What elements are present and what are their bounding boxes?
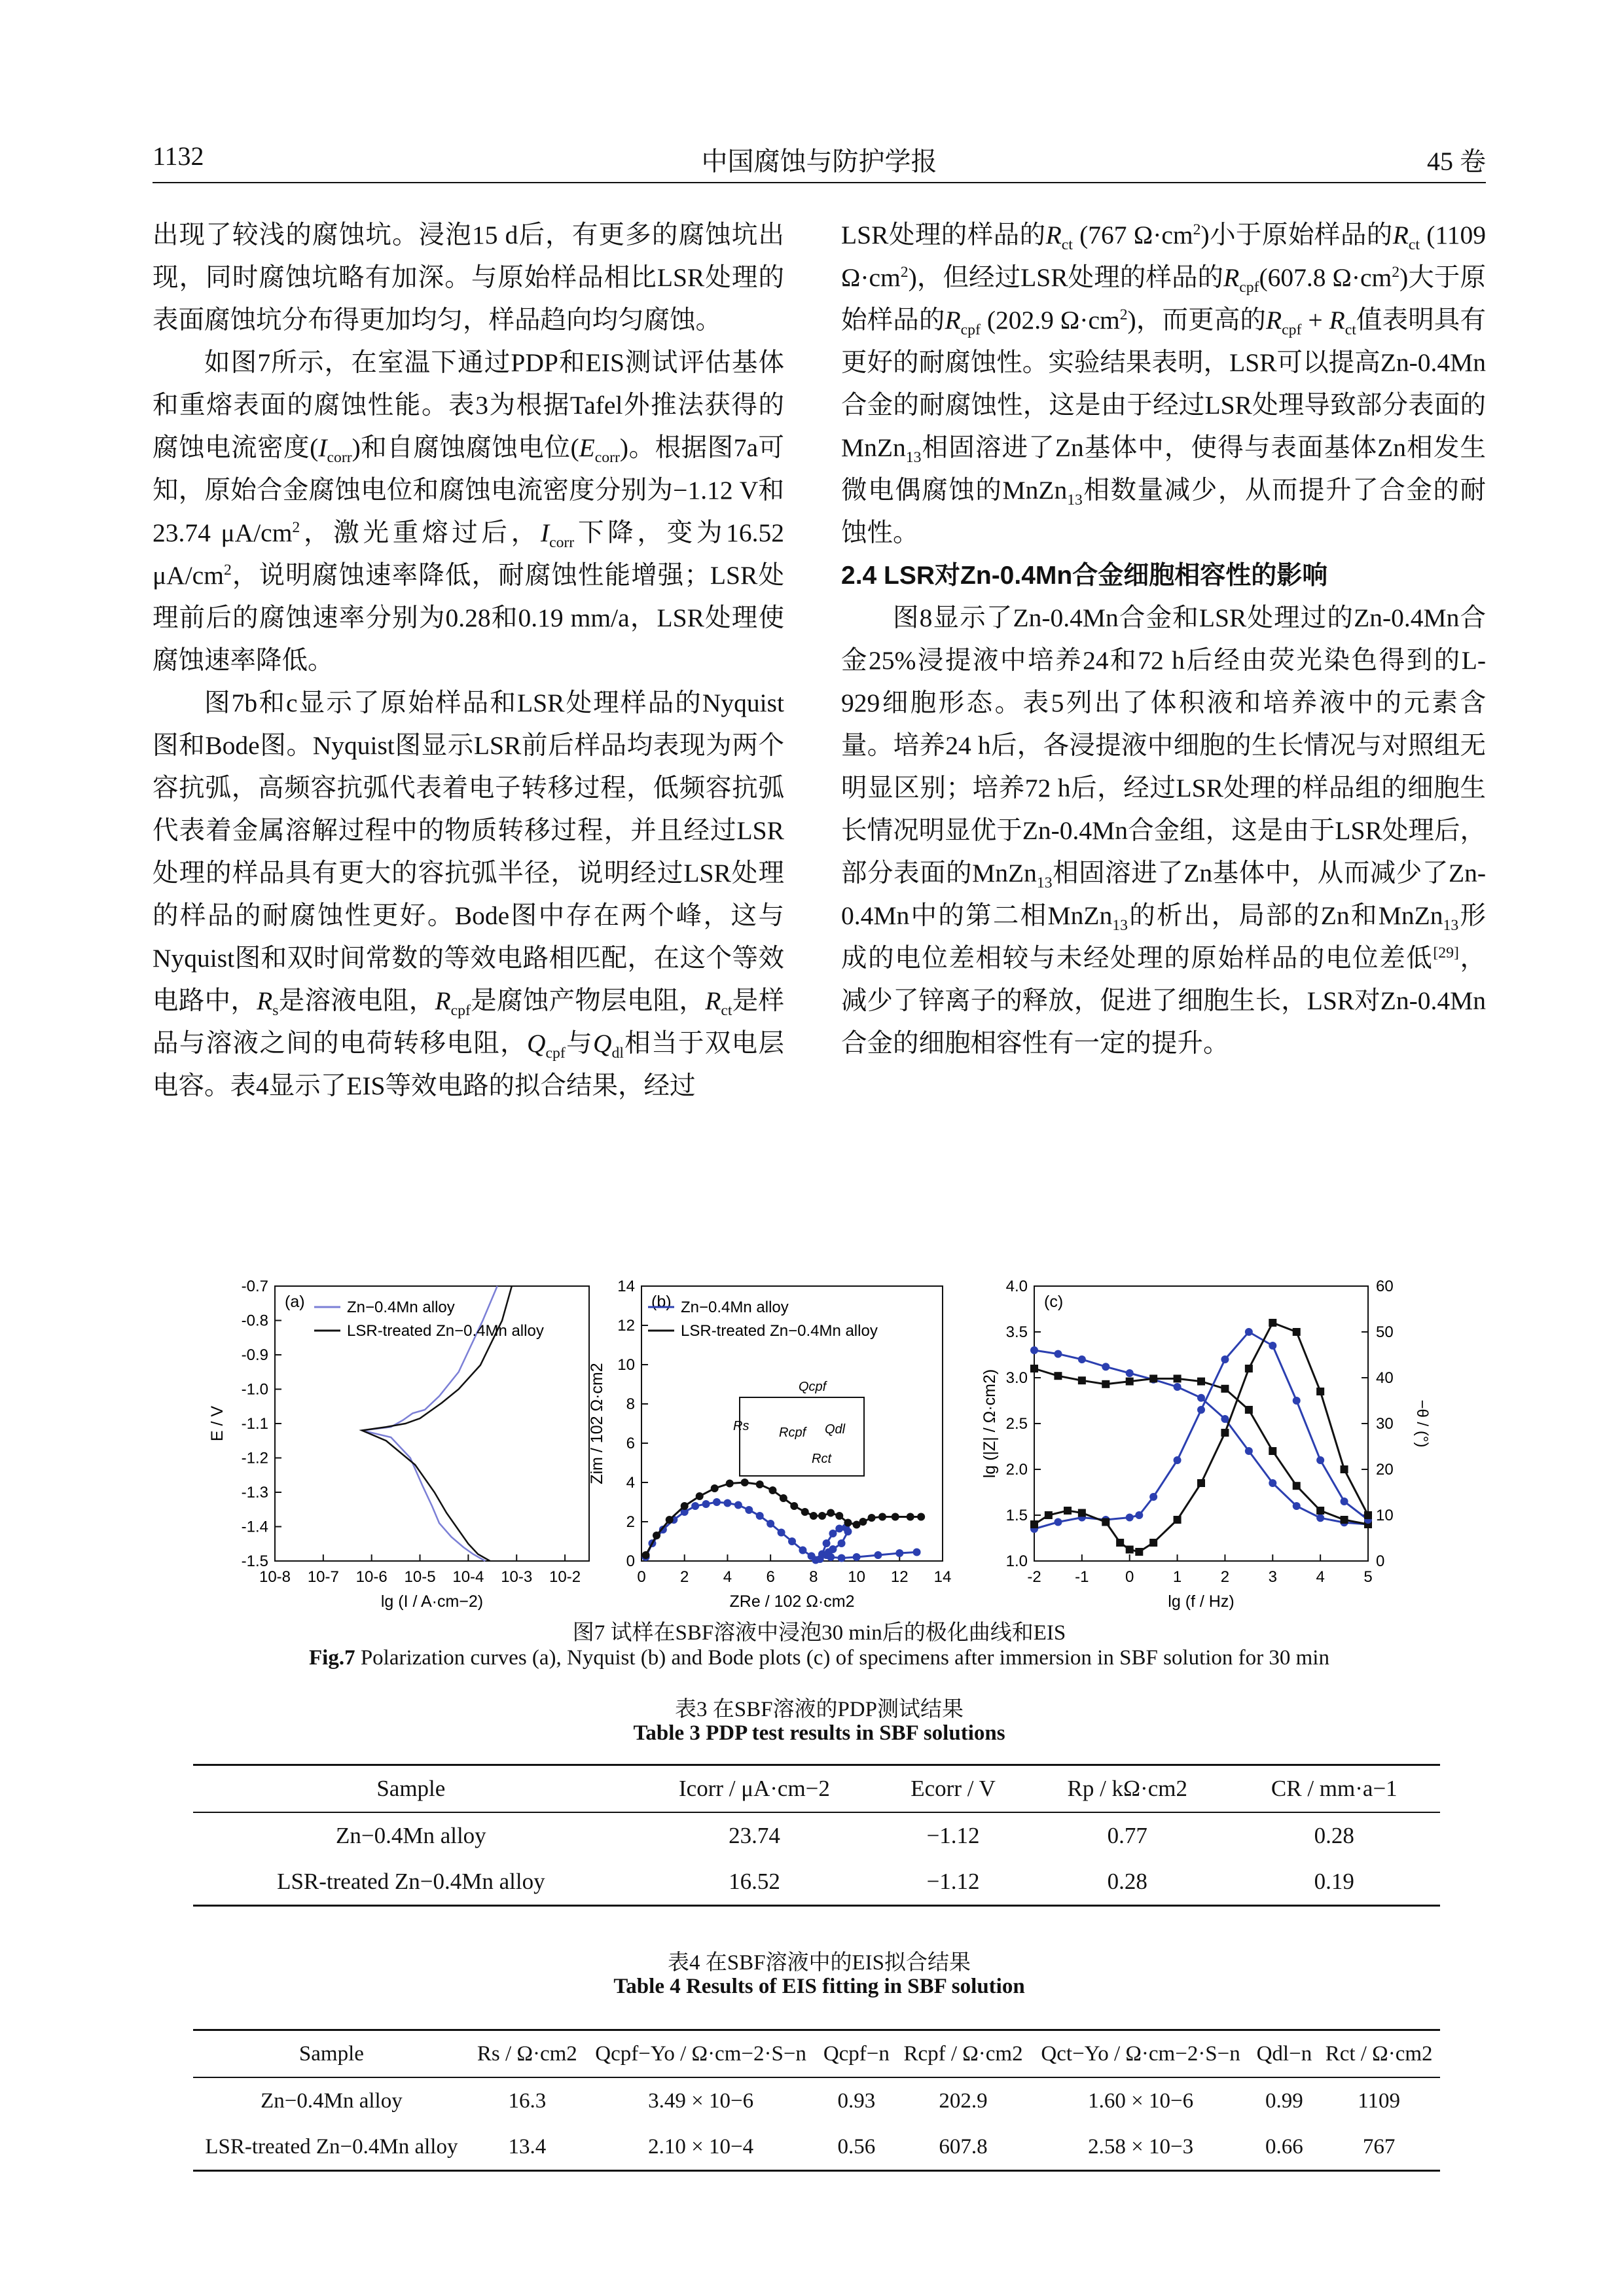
data-point xyxy=(1102,1363,1110,1371)
page-number: 1132 xyxy=(153,141,204,171)
table-header-cell: Qdl−n xyxy=(1256,2041,1312,2066)
table-header-cell: Ecorr / V xyxy=(911,1776,996,1801)
y-tick-label: -1.5 xyxy=(241,1552,268,1570)
table-cell: 0.19 xyxy=(1314,1869,1354,1894)
series-line xyxy=(1034,1350,1368,1524)
x-tick-label: 10-8 xyxy=(259,1568,291,1586)
data-point xyxy=(1078,1376,1086,1384)
paragraph: 出现了较浅的腐蚀坑。浸泡15 d后，有更多的腐蚀坑出现，同时腐蚀坑略有加深。与原始样品相比LSR处理的表面腐蚀坑分布得更加均匀，样品趋向均匀腐蚀。 xyxy=(153,221,784,334)
paragraph: 图7b和c显示了原始样品和LSR处理样品的Nyquist图和Bode图。Nyquist图显示LSR前后样品均表现为两个容抗弧，高频容抗弧代表着电子转移过程，低频容抗弧代表着金属溶解过程中的物质转移过程，并且经过LSR处理的样品具有更大的容抗弧半径，说明经过LSR处理的样品的耐腐蚀性更好。Bode图中存在两个峰，这与Nyquist图和双时间常数的等效电路相匹配，在这个等效电路中，$R_s$是溶液电阻，$R_{cpf}$是腐蚀产物层电阻，$R_{ct}$是样品与溶液之间的电荷转移电阻，$Q_{cpf}$与$Q_{dl}$相当于双电层电容。表4显示了EIS等效电路的拟合结果，经过 xyxy=(153,689,785,1100)
data-point xyxy=(1126,1369,1134,1377)
y-tick-label: 3.0 xyxy=(1005,1369,1028,1387)
y-tick-label: -1.1 xyxy=(241,1415,268,1433)
table-header-cell: Qcpf−n xyxy=(823,2041,890,2066)
y-tick-label: 4.0 xyxy=(1005,1278,1028,1295)
table-cell: −1.12 xyxy=(926,1869,980,1894)
data-point xyxy=(1269,1342,1276,1350)
table4-caption-cn: 表4 在SBF溶液中的EIS拟合结果 xyxy=(668,1951,971,1975)
data-point xyxy=(1245,1328,1253,1336)
data-point xyxy=(1126,1378,1134,1386)
table-cell: LSR-treated Zn−0.4Mn alloy xyxy=(205,2134,458,2159)
data-point xyxy=(799,1547,806,1554)
x-tick-label: 10-5 xyxy=(404,1568,436,1586)
data-point xyxy=(810,1512,818,1520)
x-tick-label: 10-7 xyxy=(307,1568,339,1586)
y-tick-label: 8 xyxy=(626,1395,635,1413)
y-tick-label: -0.8 xyxy=(241,1312,268,1330)
y-tick-label: 12 xyxy=(617,1317,635,1335)
data-point xyxy=(1341,1465,1348,1473)
x-tick-label: 6 xyxy=(766,1568,775,1586)
data-point xyxy=(1269,1319,1276,1327)
y2-axis-label: −θ / (°) xyxy=(1413,1399,1431,1448)
data-point xyxy=(702,1500,710,1508)
data-point xyxy=(838,1539,846,1547)
section-heading: 2.4 LSR对Zn-0.4Mn合金细胞相容性的影响 xyxy=(841,562,1328,590)
y-tick-label: -1.0 xyxy=(241,1380,268,1399)
data-point xyxy=(1045,1511,1053,1519)
data-point xyxy=(745,1506,753,1514)
table-header-cell: Sample xyxy=(298,2041,364,2066)
data-point xyxy=(691,1502,699,1510)
data-point xyxy=(1174,1374,1182,1382)
x-tick-label: 10-4 xyxy=(452,1568,484,1586)
x-tick-label: 2 xyxy=(680,1568,689,1586)
y-tick-label: -1.3 xyxy=(241,1484,268,1501)
x-tick-label: 2 xyxy=(1220,1568,1230,1586)
data-point xyxy=(1197,1378,1205,1386)
table3-caption-cn: 表3 在SBF溶液的PDP测试结果 xyxy=(674,1698,964,1721)
data-point xyxy=(844,1519,852,1527)
data-point xyxy=(1293,1397,1301,1405)
table-cell: 3.49 × 10−6 xyxy=(648,2089,754,2113)
data-point xyxy=(853,1553,861,1561)
data-point xyxy=(1030,1346,1038,1354)
data-point xyxy=(917,1513,925,1521)
data-point xyxy=(1293,1502,1301,1510)
data-point xyxy=(768,1486,776,1494)
table-cell: 2.58 × 10−3 xyxy=(1088,2134,1194,2159)
data-point xyxy=(1135,1511,1143,1519)
data-point xyxy=(801,1508,809,1516)
table-cell: 13.4 xyxy=(508,2134,547,2159)
table-cell: 2.10 × 10−4 xyxy=(648,2134,754,2159)
right-column xyxy=(841,214,1486,1065)
y-tick-label: 10 xyxy=(617,1356,635,1374)
data-point xyxy=(1221,1429,1229,1437)
data-point xyxy=(1341,1498,1348,1505)
table-header-cell: Rp / kΩ·cm2 xyxy=(1067,1776,1187,1801)
data-point xyxy=(1197,1394,1205,1402)
x-tick-label: 12 xyxy=(890,1568,909,1586)
data-point xyxy=(1030,1520,1038,1528)
data-point xyxy=(1078,1355,1086,1363)
data-point xyxy=(780,1494,787,1502)
panel-label: (c) xyxy=(1044,1293,1064,1311)
table-header-cell: Rct / Ω·cm2 xyxy=(1325,2041,1433,2066)
table3-caption-en: Table 3 PDP test results in SBF solutions xyxy=(633,1721,1005,1745)
data-point xyxy=(829,1530,837,1537)
data-point xyxy=(790,1502,798,1510)
data-point xyxy=(878,1513,886,1521)
x-tick-label: 0 xyxy=(1125,1568,1134,1586)
data-point xyxy=(1364,1511,1372,1519)
y-tick-label: 14 xyxy=(617,1278,635,1295)
data-point xyxy=(1149,1493,1157,1501)
table-header-cell: Rs / Ω·cm2 xyxy=(477,2041,577,2066)
table-cell: 607.8 xyxy=(939,2134,988,2159)
data-point xyxy=(1116,1539,1124,1547)
data-point xyxy=(1149,1374,1157,1382)
panel-label: (a) xyxy=(285,1293,305,1311)
table-header-cell: Icorr / μA·cm−2 xyxy=(679,1776,830,1801)
table-cell: −1.12 xyxy=(926,1823,980,1848)
x-tick-label: 1 xyxy=(1172,1568,1182,1586)
table-row xyxy=(193,1812,1440,1859)
legend-label: LSR-treated Zn−0.4Mn alloy xyxy=(681,1322,878,1340)
data-point xyxy=(1030,1365,1038,1372)
y2-tick-label: 20 xyxy=(1376,1461,1394,1479)
data-point xyxy=(1054,1350,1062,1358)
paragraph: 图8显示了Zn-0.4Mn合金和LSR处理过的Zn-0.4Mn合金25%浸提液中培养24和72 h后经由荧光染色得到的L-929细胞形态。表5列出了体积液和培养液中的元素含量。培养24 h后，各浸提液中细胞的生长情况与对照组无明显区别；培养72 h后，经过LSR处理的样品组的细胞生长情况明显优于Zn-0.4Mn合金组，这是由于LSR处理后，部分表面的MnZn$_{13}$相固溶进了Zn基体中，从而减少了Zn-0.4Mn中的第二相MnZn$_{13}$的析出，局部的Zn和MnZn$_{13}$形成的电位差相较与未经处理的原始样品的电位差低[29]，减少了锌离子的释放，促进了细胞生长，LSR对Zn-0.4Mn合金的细胞相容性有一定的提升。 xyxy=(841,603,1487,1058)
y-tick-label: -1.4 xyxy=(241,1518,268,1536)
data-point xyxy=(1102,1380,1110,1388)
data-point xyxy=(1221,1415,1229,1423)
data-point xyxy=(756,1512,764,1520)
table-cell: 16.52 xyxy=(729,1869,780,1894)
table-cell: 767 xyxy=(1362,2134,1396,2159)
volume-label: 45 卷 xyxy=(1427,147,1486,176)
data-point xyxy=(1316,1388,1324,1395)
y-tick-label: 6 xyxy=(626,1435,635,1452)
table-cell: 16.3 xyxy=(508,2089,547,2113)
data-point xyxy=(1245,1365,1253,1372)
header-rule xyxy=(153,182,1486,183)
y-tick-label: -0.9 xyxy=(241,1346,268,1364)
y2-tick-label: 40 xyxy=(1376,1369,1394,1387)
data-point xyxy=(823,1539,831,1547)
y-tick-label: 2 xyxy=(626,1513,635,1531)
data-point xyxy=(653,1532,660,1539)
table-cell: Zn−0.4Mn alloy xyxy=(335,1823,486,1848)
data-point xyxy=(838,1554,846,1562)
data-point xyxy=(1316,1456,1324,1464)
x-tick-label: 10-6 xyxy=(355,1568,388,1586)
data-point xyxy=(711,1484,719,1492)
table4-caption-en: Table 4 Results of EIS fitting in SBF solution xyxy=(613,1975,1025,1998)
y-tick-label: 4 xyxy=(626,1474,635,1492)
figure-7 xyxy=(196,1273,1473,1613)
table-cell: 0.93 xyxy=(837,2089,876,2113)
y-tick-label: 1.0 xyxy=(1005,1552,1028,1570)
y-tick-label: 3.5 xyxy=(1005,1323,1028,1341)
legend-label: LSR-treated Zn−0.4Mn alloy xyxy=(347,1322,544,1340)
data-point xyxy=(788,1537,796,1545)
y2-tick-label: 0 xyxy=(1376,1552,1385,1570)
x-tick-label: 8 xyxy=(809,1568,818,1586)
citation: [29] xyxy=(1433,944,1459,961)
data-point xyxy=(818,1512,826,1520)
x-tick-label: 4 xyxy=(1316,1568,1325,1586)
data-point xyxy=(723,1499,731,1507)
data-point xyxy=(1102,1518,1110,1526)
legend-label: Zn−0.4Mn alloy xyxy=(347,1299,455,1316)
data-point xyxy=(835,1512,843,1520)
data-point xyxy=(1269,1447,1276,1455)
table-header-cell: Qcpf−Yo / Ω·cm−2·S−n xyxy=(595,2041,806,2066)
y-tick-label: 2.5 xyxy=(1005,1415,1028,1433)
data-point xyxy=(1293,1328,1301,1336)
data-point xyxy=(1078,1509,1086,1517)
x-tick-label: 4 xyxy=(723,1568,732,1586)
data-point xyxy=(892,1513,899,1521)
data-point xyxy=(827,1553,835,1561)
data-point xyxy=(844,1528,852,1535)
panel-label: (b) xyxy=(651,1293,672,1311)
x-tick-label: 3 xyxy=(1268,1568,1277,1586)
table-cell: 23.74 xyxy=(729,1823,780,1848)
data-point xyxy=(1135,1548,1143,1556)
x-tick-label: -1 xyxy=(1075,1568,1089,1586)
circuit-label: Qcpf xyxy=(799,1380,827,1394)
table-header-cell: Qct−Yo / Ω·cm−2·S−n xyxy=(1041,2041,1240,2066)
table-header-cell: CR / mm·a−1 xyxy=(1271,1776,1398,1801)
data-point xyxy=(1221,1385,1229,1393)
data-point xyxy=(1174,1516,1182,1524)
data-point xyxy=(642,1551,650,1559)
circuit-label: Rcpf xyxy=(779,1426,806,1440)
circuit-label: Qdl xyxy=(825,1422,846,1437)
table-cell: 0.99 xyxy=(1265,2089,1303,2113)
data-point xyxy=(1197,1406,1205,1414)
figure-caption-cn: 图7 试样在SBF溶液中浸泡30 min后的极化曲线和EIS xyxy=(572,1621,1066,1645)
data-point xyxy=(1341,1516,1348,1524)
y-tick-label: 2.0 xyxy=(1005,1461,1028,1479)
x-tick-label: -2 xyxy=(1027,1568,1041,1586)
data-point xyxy=(726,1480,734,1488)
page-header xyxy=(153,141,1486,180)
data-point xyxy=(696,1492,704,1500)
data-point xyxy=(1174,1456,1182,1464)
paragraph: 如图7所示，在室温下通过PDP和EIS测试评估基体和重熔表面的腐蚀性能。表3为根据Tafel外推法获得的腐蚀电流密度$(I_{corr})$和自腐蚀腐蚀电位$(E_{corr})$。根据图7a可知，原始合金腐蚀电位和腐蚀电流密度分别为−1.12 V和23.74 $\mu A/cm^2$，激光重熔过后，$I_{corr}$下降，变为16.52 $\mu A/cm^2$，说明腐蚀速率降低，耐腐蚀性能增强；LSR处理前后的腐蚀速率分别为0.28和0.19 mm/a，LSR处理使腐蚀速率降低。 xyxy=(153,348,785,675)
data-point xyxy=(1316,1514,1324,1522)
table-cell: 1109 xyxy=(1358,2089,1400,2113)
table-cell: 1.60 × 10−6 xyxy=(1088,2089,1194,2113)
data-point xyxy=(913,1549,921,1556)
data-point xyxy=(1197,1479,1205,1487)
table-cell: Zn−0.4Mn alloy xyxy=(261,2089,403,2113)
table-row xyxy=(193,2077,1440,2124)
data-point xyxy=(1245,1447,1253,1455)
data-point xyxy=(1221,1355,1229,1363)
data-point xyxy=(1126,1546,1134,1554)
journal-title: 中国腐蚀与防护学报 xyxy=(701,147,937,176)
data-point xyxy=(778,1529,785,1537)
table-cell: 202.9 xyxy=(939,2089,988,2113)
table-cell: 0.77 xyxy=(1107,1823,1147,1848)
data-point xyxy=(767,1520,774,1528)
y-axis-label: E / V xyxy=(208,1405,226,1442)
data-point xyxy=(1054,1372,1062,1380)
y-tick-label: -0.7 xyxy=(241,1278,268,1295)
figure-caption-en: Fig.7 Polarization curves (a), Nyquist (b) and Bode plots (c) of specimens after immersion in SBF solution for 30 min xyxy=(309,1646,1329,1670)
table-cell: 0.56 xyxy=(837,2134,876,2159)
data-point xyxy=(1293,1482,1301,1490)
data-point xyxy=(713,1498,721,1506)
table-4 xyxy=(193,2029,1440,2172)
data-point xyxy=(741,1479,749,1486)
table-row xyxy=(193,2124,1440,2171)
x-axis-label: ZRe / 102 Ω·cm2 xyxy=(729,1592,855,1611)
data-point xyxy=(827,1509,835,1517)
x-tick-label: 14 xyxy=(933,1568,952,1586)
data-point xyxy=(1269,1479,1276,1487)
y-tick-label: 0 xyxy=(626,1552,635,1570)
x-axis-label: lg (f / Hz) xyxy=(1168,1592,1235,1611)
data-point xyxy=(1174,1383,1182,1391)
data-point xyxy=(1149,1539,1157,1547)
paragraph: LSR处理的样品的$R_{ct}$ (767 $\Omega\cdot cm^2$)小于原始样品的$R_{ct}$ (1109 $\Omega\cdot cm^2$)，但经过LSR处理的样品的$R_{cpf}(607.8$ $\Omega\cdot cm^2$)大于原始样品的$R_{cpf}$ (202.9 $\Omega\cdot cm^2$)，而更高的$R_{cpf} + R_{ct}$值表明具有更好的耐腐蚀性。实验结果表明，LSR可以提高Zn-0.4Mn合金的耐腐蚀性，这是由于经过LSR处理导致部分表面的MnZn$_{13}$相固溶进了Zn基体中，使得与表面基体Zn相发生微电偶腐蚀的MnZn$_{13}$相数量减少，从而提升了合金的耐蚀性。 xyxy=(841,221,1487,547)
x-axis-label: lg (I / A·cm−2) xyxy=(380,1592,484,1611)
table-cell: 0.66 xyxy=(1265,2134,1303,2159)
data-point xyxy=(895,1549,903,1557)
y2-tick-label: 30 xyxy=(1376,1415,1394,1433)
y2-tick-label: 50 xyxy=(1376,1323,1394,1341)
y-axis-label: Zim / 102 Ω·cm2 xyxy=(588,1363,606,1484)
x-tick-label: 10-2 xyxy=(549,1568,581,1586)
x-tick-label: 5 xyxy=(1363,1568,1373,1586)
y2-tick-label: 10 xyxy=(1376,1507,1394,1524)
circuit-label: Rct xyxy=(812,1452,831,1466)
data-point xyxy=(1126,1514,1134,1522)
table-cell: 0.28 xyxy=(1107,1869,1147,1894)
data-point xyxy=(907,1513,914,1521)
left-column xyxy=(153,214,784,1107)
x-tick-label: 0 xyxy=(637,1568,646,1586)
data-point xyxy=(681,1502,689,1510)
x-tick-label: 10 xyxy=(848,1568,865,1586)
circuit-label: Rs xyxy=(733,1419,749,1433)
y2-tick-label: 60 xyxy=(1376,1278,1394,1295)
data-point xyxy=(1245,1406,1253,1414)
table-header-cell: Sample xyxy=(376,1776,446,1801)
data-point xyxy=(1054,1518,1062,1526)
data-point xyxy=(666,1516,674,1524)
data-point xyxy=(1064,1507,1072,1515)
data-point xyxy=(868,1514,876,1522)
table-header-cell: Rcpf / Ω·cm2 xyxy=(903,2041,1023,2066)
y-tick-label: 1.5 xyxy=(1005,1507,1028,1524)
table-row xyxy=(193,1859,1440,1906)
data-point xyxy=(756,1480,764,1488)
table-cell: 0.28 xyxy=(1314,1823,1354,1848)
table-cell: LSR-treated Zn−0.4Mn alloy xyxy=(277,1869,545,1894)
y-axis-label: lg (|Z| / Ω·cm2) xyxy=(981,1369,999,1479)
data-point xyxy=(734,1501,742,1509)
y-tick-label: -1.2 xyxy=(241,1449,268,1467)
x-tick-label: 10-3 xyxy=(501,1568,533,1586)
data-point xyxy=(1316,1507,1324,1515)
table-3 xyxy=(193,1764,1440,1907)
data-point xyxy=(874,1551,882,1559)
data-point xyxy=(859,1518,867,1526)
legend-label: Zn−0.4Mn alloy xyxy=(681,1299,789,1316)
